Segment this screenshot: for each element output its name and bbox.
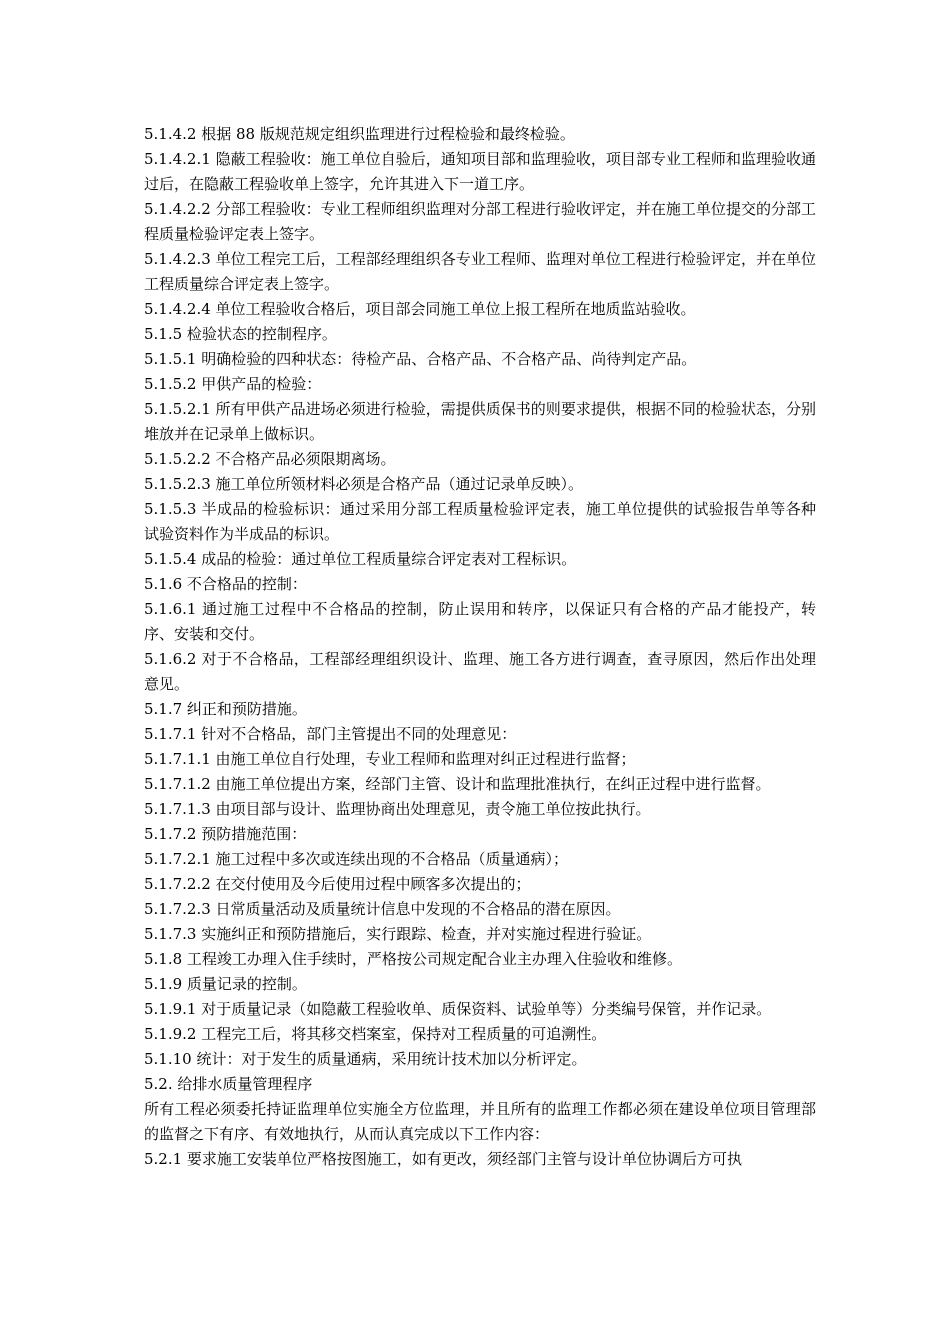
paragraph-5-1-4-2: 5.1.4.2 根据 88 版规范规定组织监理进行过程检验和最终检验。 [144, 125, 575, 143]
paragraph-5-1-5-2-3: 5.1.5.2.3 施工单位所领材料必须是合格产品（通过记录单反映）。 [144, 475, 584, 493]
paragraph-5-1-5-3: 5.1.5.3 半成品的检验标识：通过采用分部工程质量检验评定表，施工单位提供的试验报告单等各种试验资料作为半成品的标识。 [144, 500, 816, 543]
paragraph-5-1-5-2-1: 5.1.5.2.1 所有甲供产品进场必须进行检验，需提供质保书的则要求提供，根据不同的检验状态，分别堆放并在记录单上做标识。 [144, 400, 816, 443]
paragraph-5-1-5-4: 5.1.5.4 成品的检验：通过单位工程质量综合评定表对工程标识。 [144, 550, 577, 568]
paragraph-5-2-intro: 所有工程必须委托持证监理单位实施全方位监理，并且所有的监理工作都必须在建设单位项目管理部的监督之下有序、有效地执行，从而认真完成以下工作内容： [144, 1100, 816, 1143]
paragraph-5-1-6-2: 5.1.6.2 对于不合格品，工程部经理组织设计、监理、施工各方进行调查，查寻原因，然后作出处理意见。 [144, 650, 816, 693]
heading-5-2: 5.2. 给排水质量管理程序 [144, 1075, 313, 1093]
heading-5-1-5: 5.1.5 检验状态的控制程序。 [144, 325, 337, 343]
paragraph-5-1-7-2-1: 5.1.7.2.1 施工过程中多次或连续出现的不合格品（质量通病）； [144, 850, 569, 868]
paragraph-5-1-6-1: 5.1.6.1 通过施工过程中不合格品的控制，防止误用和转序，以保证只有合格的产品才能投产，转序、安装和交付。 [144, 600, 816, 643]
paragraph-5-1-10: 5.1.10 统计：对于发生的质量通病，采用统计技术加以分析评定。 [144, 1050, 587, 1068]
paragraph-5-1-8: 5.1.8 工程竣工办理入住手续时，严格按公司规定配合业主办理入住验收和维修。 [144, 950, 682, 968]
heading-5-1-7: 5.1.7 纠正和预防措施。 [144, 700, 307, 718]
paragraph-5-1-7-3: 5.1.7.3 实施纠正和预防措施后，实行跟踪、检查，并对实施过程进行验证。 [144, 925, 652, 943]
paragraph-5-1-9-1: 5.1.9.1 对于质量记录（如隐蔽工程验收单、质保资料、试验单等）分类编号保管，并作记录。 [144, 1000, 772, 1018]
document-body [144, 122, 816, 1172]
paragraph-5-1-4-2-3: 5.1.4.2.3 单位工程完工后，工程部经理组织各专业工程师、监理对单位工程进行检验评定，并在单位工程质量综合评定表上签字。 [144, 250, 816, 293]
heading-5-1-6: 5.1.6 不合格品的控制： [144, 575, 307, 593]
paragraph-5-1-5-2: 5.1.5.2 甲供产品的检验： [144, 375, 322, 393]
paragraph-5-1-5-2-2: 5.1.5.2.2 不合格产品必须限期离场。 [144, 450, 396, 468]
paragraph-5-1-7-2: 5.1.7.2 预防措施范围： [144, 825, 307, 843]
paragraph-5-1-7-1: 5.1.7.1 针对不合格品，部门主管提出不同的处理意见： [144, 725, 517, 743]
paragraph-5-1-7-1-2: 5.1.7.1.2 由施工单位提出方案，经部门主管、设计和监理批准执行，在纠正过程中进行监督。 [144, 775, 771, 793]
paragraph-5-1-7-2-3: 5.1.7.2.3 日常质量活动及质量统计信息中发现的不合格品的潜在原因。 [144, 900, 621, 918]
paragraph-5-2-1: 5.2.1 要求施工安装单位严格按图施工，如有更改，须经部门主管与设计单位协调后方可执 [144, 1150, 742, 1168]
paragraph-5-1-7-1-1: 5.1.7.1.1 由施工单位自行处理，专业工程师和监理对纠正过程进行监督； [144, 750, 636, 768]
paragraph-5-1-4-2-2: 5.1.4.2.2 分部工程验收：专业工程师组织监理对分部工程进行验收评定，并在施工单位提交的分部工程质量检验评定表上签字。 [144, 200, 816, 243]
paragraph-5-1-5-1: 5.1.5.1 明确检验的四种状态：待检产品、合格产品、不合格产品、尚待判定产品。 [144, 350, 697, 368]
paragraph-5-1-4-2-1: 5.1.4.2.1 隐蔽工程验收：施工单位自验后，通知项目部和监理验收，项目部专业工程师和监理验收通过后，在隐蔽工程验收单上签字，允许其进入下一道工序。 [144, 150, 816, 193]
heading-5-1-9: 5.1.9 质量记录的控制。 [144, 975, 307, 993]
paragraph-5-1-9-2: 5.1.9.2 工程完工后，将其移交档案室，保持对工程质量的可追溯性。 [144, 1025, 607, 1043]
paragraph-5-1-7-1-3: 5.1.7.1.3 由项目部与设计、监理协商出处理意见，责令施工单位按此执行。 [144, 800, 651, 818]
paragraph-5-1-7-2-2: 5.1.7.2.2 在交付使用及今后使用过程中顾客多次提出的； [144, 875, 531, 893]
paragraph-5-1-4-2-4: 5.1.4.2.4 单位工程验收合格后，项目部会同施工单位上报工程所在地质监站验收。 [144, 300, 696, 318]
